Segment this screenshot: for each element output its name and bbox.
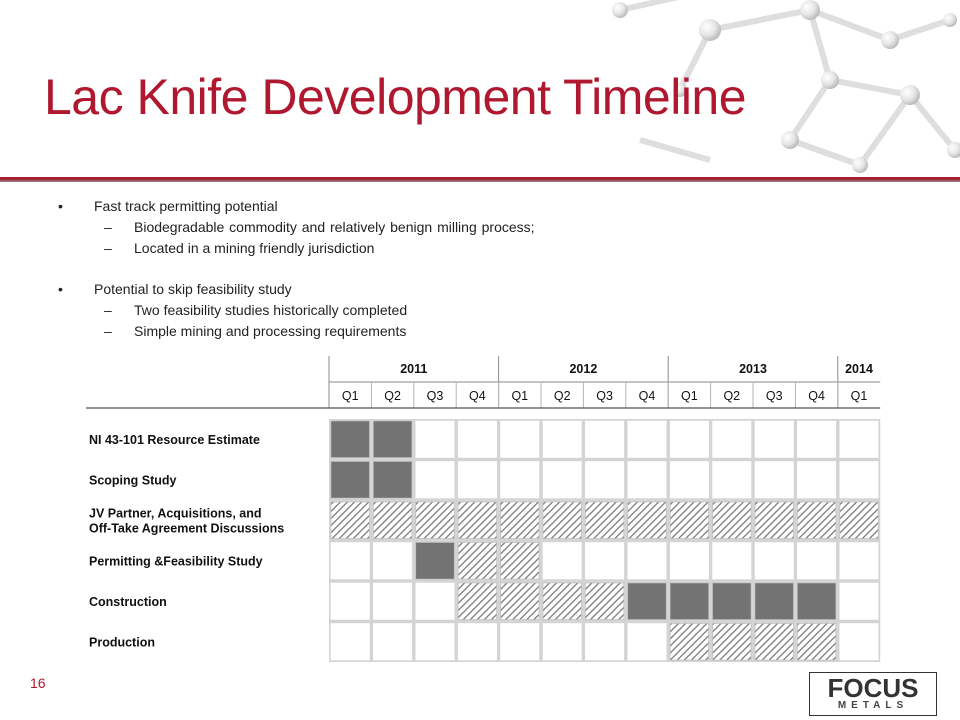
timeline-cell-empty [543,624,581,661]
page-number: 16 [30,675,46,691]
timeline-cell-empty [755,421,793,458]
timeline-cell-empty [501,624,539,661]
timeline-cell-empty [628,543,666,580]
timeline-cell-hatched [501,543,539,580]
timeline-cell-empty [670,421,708,458]
timeline-cell-hatched [713,502,751,539]
dash-icon: – [104,219,112,235]
timeline-cell-empty [543,421,581,458]
timeline-cell-empty [458,624,496,661]
timeline-cell-empty [797,462,835,499]
timeline-cell-empty [755,543,793,580]
row-label: Scoping Study [89,473,177,488]
timeline-cell-hatched [416,502,454,539]
quarter-label: Q2 [384,389,401,403]
timeline-cell-hatched [458,583,496,620]
year-label: 2013 [739,362,767,376]
quarter-label: Q2 [723,389,741,403]
timeline-cell-empty [840,543,878,580]
timeline-cell-hatched [670,502,708,539]
timeline-cell-empty [585,624,623,661]
bullet-dot-icon: • [58,198,63,214]
timeline-cell-empty [840,462,878,499]
timeline-cell-empty [797,543,835,580]
row-label: JV Partner, Acquisitions, and [89,506,262,521]
timeline-cell-empty [331,624,369,661]
row-label: Construction [89,594,167,609]
timeline-cell-hatched [501,583,539,620]
timeline-cell-empty [670,462,708,499]
year-label: 2011 [400,362,428,376]
timeline-cell-solid [670,583,708,620]
timeline-cell-empty [840,583,878,620]
timeline-cell-hatched [797,502,835,539]
timeline-cell-hatched [331,502,369,539]
timeline-cell-hatched [585,583,623,620]
slide-title: Lac Knife Development Timeline [44,69,747,125]
dash-icon: – [104,323,112,339]
dash-icon: – [104,302,112,318]
quarter-label: Q4 [638,389,656,403]
timeline-cell-solid [373,462,411,499]
logo-subtitle: METALS [837,700,909,711]
timeline-cell-empty [543,462,581,499]
row-label: Permitting &Feasibility Study [89,554,263,569]
timeline-cell-empty [501,421,539,458]
quarter-label: Q2 [553,389,571,403]
timeline-cell-empty [755,462,793,499]
timeline-cell-empty [585,462,623,499]
quarter-label: Q4 [808,389,825,403]
timeline-cell-solid [331,421,369,458]
timeline-cell-empty [628,624,666,661]
timeline-cell-empty [373,624,411,661]
timeline-cell-empty [416,583,454,620]
quarter-label: Q1 [850,389,868,403]
year-label: 2014 [845,362,873,376]
timeline-cell-hatched [713,624,751,661]
bullet-dot-icon: • [58,281,63,297]
timeline-cell-hatched [755,502,793,539]
timeline-cell-hatched [543,502,581,539]
timeline-cell-empty [416,462,454,499]
sub-bullet-text: Biodegradable commodity and relatively benign milling process; [134,219,535,235]
timeline-cell-hatched [501,502,539,539]
timeline-cell-hatched [628,502,666,539]
timeline-cell-solid [373,421,411,458]
bullet-text: Fast track permitting potential [94,198,278,214]
timeline-cell-empty [331,583,369,620]
timeline-cell-empty [797,421,835,458]
timeline-cell-empty [628,421,666,458]
timeline-cell-empty [331,543,369,580]
timeline-cell-empty [416,624,454,661]
timeline-cell-empty [585,543,623,580]
timeline-cell-hatched [670,624,708,661]
quarter-label: Q4 [469,389,486,403]
timeline-cell-solid [797,583,835,620]
row-label: Off-Take Agreement Discussions [89,521,285,536]
timeline-cell-hatched [840,502,878,539]
row-label: NI 43-101 Resource Estimate [89,432,260,447]
sub-bullet-text: Simple mining and processing requirements [134,323,407,339]
timeline-cell-empty [501,462,539,499]
timeline-cell-hatched [458,543,496,580]
timeline-cell-hatched [543,583,581,620]
timeline-cell-solid [713,583,751,620]
quarter-label: Q1 [511,389,529,403]
quarter-label: Q3 [426,389,444,403]
timeline-cell-hatched [373,502,411,539]
year-label: 2012 [569,362,598,376]
timeline-cell-solid [628,583,666,620]
row-label: Production [89,635,155,650]
bullet-text: Potential to skip feasibility study [94,281,292,297]
timeline-cell-empty [840,624,878,661]
timeline-cell-empty [670,543,708,580]
quarter-label: Q1 [681,389,698,403]
timeline-cell-hatched [585,502,623,539]
timeline-cell-empty [373,583,411,620]
timeline-cell-empty [458,462,496,499]
timeline-cell-empty [458,421,496,458]
timeline-cell-empty [373,543,411,580]
timeline-cell-empty [543,543,581,580]
sub-bullet-text: Located in a mining friendly jurisdiction [134,240,375,256]
timeline-cell-empty [628,462,666,499]
timeline-cell-solid [755,583,793,620]
timeline-cell-hatched [755,624,793,661]
timeline-cell-empty [713,543,751,580]
quarter-label: Q3 [765,389,783,403]
timeline-cell-hatched [797,624,835,661]
quarter-label: Q3 [596,389,613,403]
logo-wordmark: FOCUS [827,673,919,703]
sub-bullet-text: Two feasibility studies historically completed [134,302,408,318]
timeline-cell-empty [713,421,751,458]
timeline-cell-hatched [458,502,496,539]
timeline-cell-empty [840,421,878,458]
dash-icon: – [104,240,112,256]
focus-metals-logo [809,672,937,716]
timeline-cell-empty [713,462,751,499]
timeline-cell-solid [416,543,454,580]
timeline-cell-solid [331,462,369,499]
timeline-cell-empty [416,421,454,458]
timeline-cell-empty [585,421,623,458]
quarter-label: Q1 [341,389,359,403]
